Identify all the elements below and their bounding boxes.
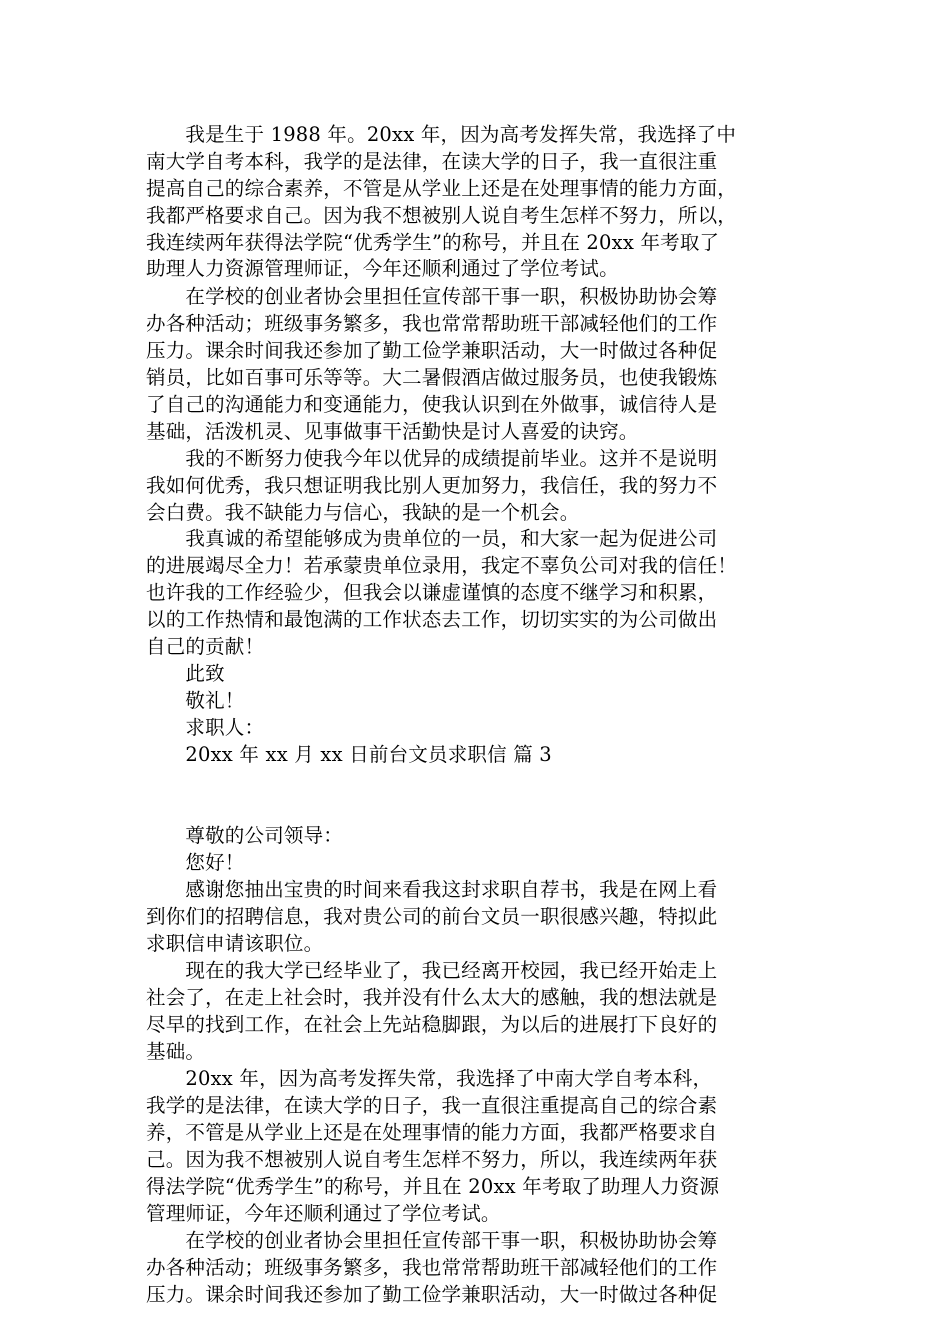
text-line: 基础，活泼机灵、见事做事干活勤快是讨人喜爱的诀窍。: [146, 420, 639, 443]
text-line: 敬礼！: [146, 689, 245, 712]
text-line: 我学的是法律，在读大学的日子，我一直很注重提高自己的综合素: [146, 1094, 718, 1117]
text-line: 我是生于 1988 年。20xx 年，因为高考发挥失常，我选择了中: [146, 123, 737, 146]
text-line: 在学校的创业者协会里担任宣传部干事一职，积极协助协会筹: [146, 1229, 718, 1252]
text-line: 我连续两年获得法学院“优秀学生”的称号，并且在 20xx 年考取了: [146, 231, 720, 254]
text-line: 办各种活动；班级事务繁多，我也常常帮助班干部减轻他们的工作: [146, 312, 718, 335]
text-line: 销员，比如百事可乐等等。大二暑假酒店做过服务员，也使我锻炼: [146, 366, 718, 389]
text-line: 我如何优秀，我只想证明我比别人更加努力，我信任，我的努力不: [146, 474, 718, 497]
text-line: 我都严格要求自己。因为我不想被别人说自考生怎样不努力，所以，: [146, 204, 738, 227]
text-line: 20xx 年 xx 月 xx 日前台文员求职信 篇 3: [146, 743, 552, 766]
text-line: 20xx 年，因为高考发挥失常，我选择了中南大学自考本科，: [146, 1067, 713, 1090]
text-line: 自己的贡献！: [146, 635, 265, 658]
text-line: 得法学院“优秀学生”的称号，并且在 20xx 年考取了助理人力资源: [146, 1175, 720, 1198]
text-line: 助理人力资源管理师证，今年还顺利通过了学位考试。: [146, 257, 619, 280]
text-line: 尽早的找到工作，在社会上先站稳脚跟，为以后的进展打下良好的: [146, 1013, 718, 1036]
text-line: 尊敬的公司领导：: [146, 824, 344, 847]
text-line: 在学校的创业者协会里担任宣传部干事一职，积极协助协会筹: [146, 285, 718, 308]
text-line: 南大学自考本科，我学的是法律，在读大学的日子，我一直很注重: [146, 150, 718, 173]
text-line: 的进展竭尽全力！若承蒙贵单位录用，我定不辜负公司对我的信任！: [146, 554, 738, 577]
text-line: 会白费。我不缺能力与信心，我缺的是一个机会。: [146, 501, 580, 524]
text-line: 感谢您抽出宝贵的时间来看我这封求职自荐书，我是在网上看: [146, 878, 718, 901]
text-line: 压力。课余时间我还参加了勤工俭学兼职活动，大一时做过各种促: [146, 339, 718, 362]
text-line: 己。因为我不想被别人说自考生怎样不努力，所以，我连续两年获: [146, 1148, 718, 1171]
text-line: 现在的我大学已经毕业了，我已经离开校园，我已经开始走上: [146, 959, 718, 982]
text-line: 我真诚的希望能够成为贵单位的一员，和大家一起为促进公司: [146, 527, 718, 550]
text-line: 到你们的招聘信息，我对贵公司的前台文员一职很感兴趣，特拟此: [146, 905, 718, 928]
text-line: 了自己的沟通能力和变通能力，使我认识到在外做事，诚信待人是: [146, 393, 718, 416]
text-line: 求职人：: [146, 716, 265, 739]
text-line: 管理师证，今年还顺利通过了学位考试。: [146, 1202, 501, 1225]
text-line: 社会了，在走上社会时，我并没有什么太大的感触，我的想法就是: [146, 986, 718, 1009]
text-line: 求职信申请该职位。: [146, 932, 324, 955]
text-line: 我的不断努力使我今年以优异的成绩提前毕业。这并不是说明: [146, 447, 718, 470]
text-line: 基础。: [146, 1040, 206, 1063]
text-line: 也许我的工作经验少，但我会以谦虚谨慎的态度不继学习和积累，: [146, 581, 718, 604]
text-line: 办各种活动；班级事务繁多，我也常常帮助班干部减轻他们的工作: [146, 1256, 718, 1279]
text-line: 以的工作热情和最饱满的工作状态去工作，切切实实的为公司做出: [146, 608, 718, 631]
text-line: 养，不管是从学业上还是在处理事情的能力方面，我都严格要求自: [146, 1121, 718, 1144]
text-line: 您好！: [146, 851, 245, 874]
text-line: 此致: [146, 662, 225, 685]
text-line: 压力。课余时间我还参加了勤工俭学兼职活动，大一时做过各种促: [146, 1283, 718, 1306]
text-line: 提高自己的综合素养，不管是从学业上还是在处理事情的能力方面，: [146, 177, 738, 200]
